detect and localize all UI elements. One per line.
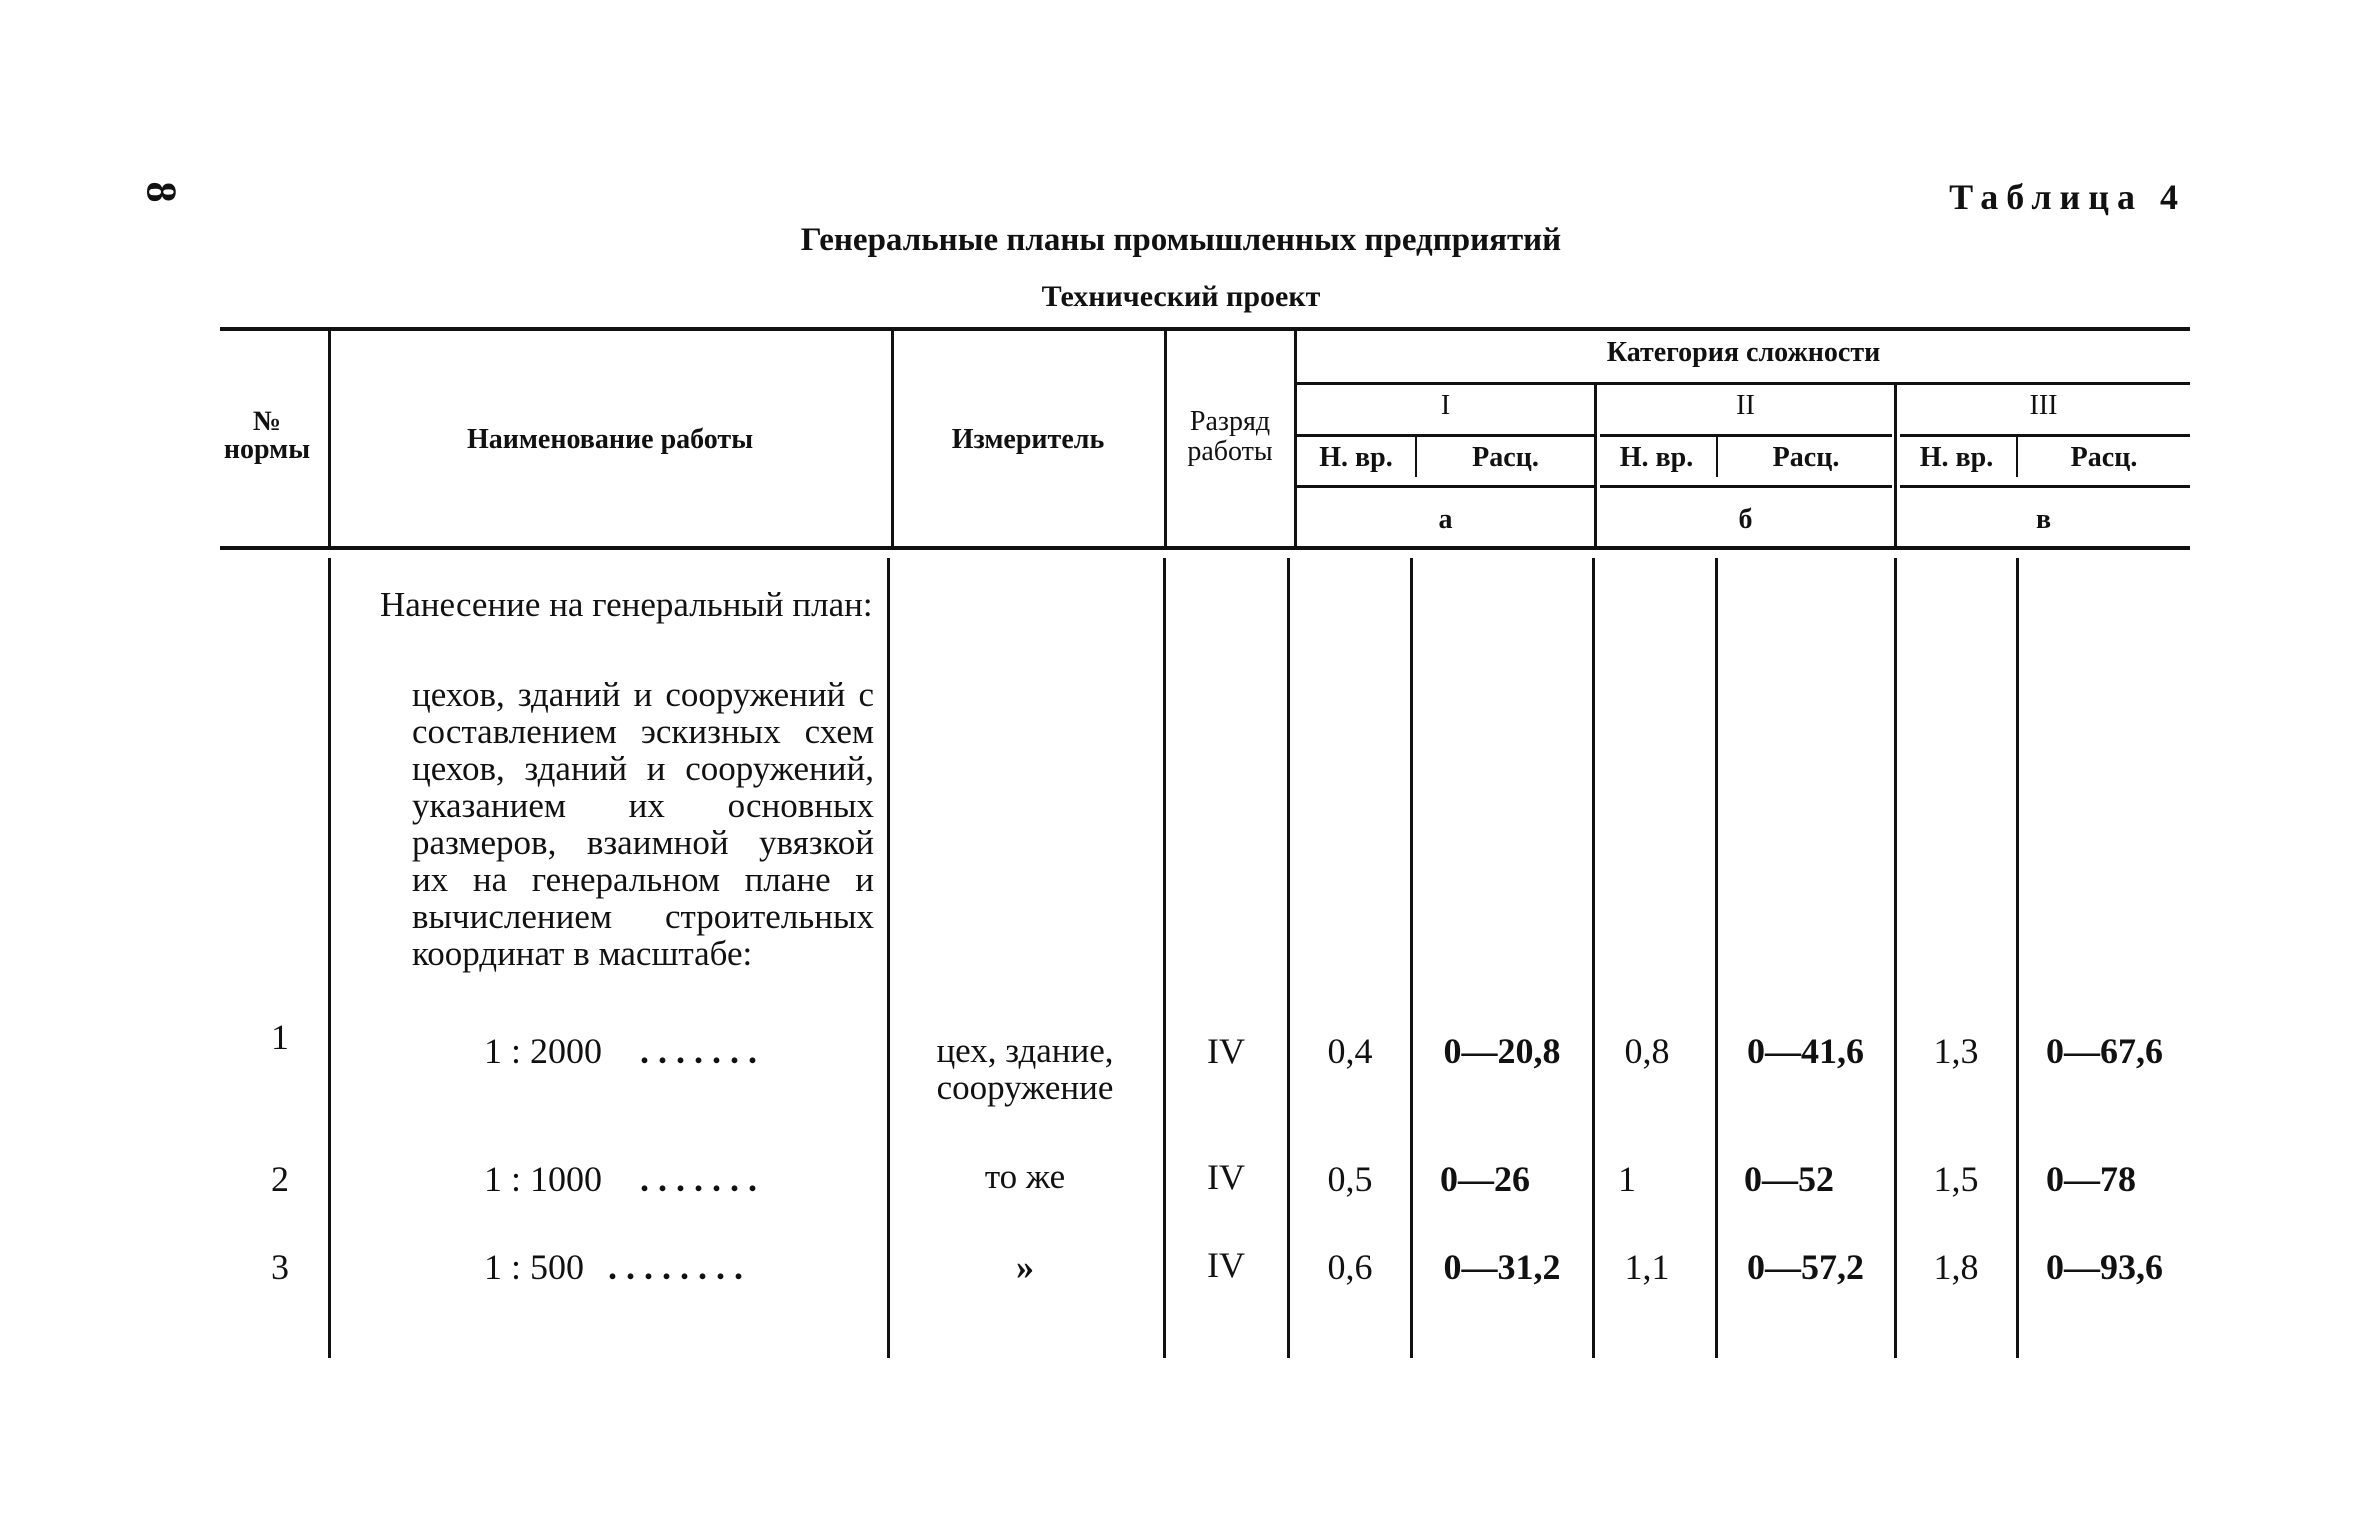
row-rasc-ii: 0—52 [1744,1159,1834,1199]
table-label: Таблица 4 [1949,177,2186,217]
row-grade: IV [1207,1245,1245,1285]
row-n-vr-iii: 1,3 [1933,1031,1979,1071]
header-unit: Измеритель [951,424,1105,455]
row-n-vr-ii: 0,8 [1624,1031,1670,1071]
category-ii-n-vr: Н. вр. [1619,442,1694,473]
row-rasc-iii: 0—78 [2046,1159,2136,1199]
row-rasc-ii: 0—57,2 [1747,1247,1864,1287]
row-grade: IV [1207,1031,1245,1071]
category-iii-n-vr: Н. вр. [1919,442,1994,473]
row-number: 2 [271,1159,289,1199]
row-unit: » [1016,1247,1034,1287]
row-number: 3 [271,1247,289,1287]
row-n-vr-iii: 1,8 [1933,1247,1979,1287]
row-scale: 1 : 500 [484,1247,585,1287]
work-description: цехов, зданий и сооружений с составлением эскизных схем цехов, зданий и сооружений, указанием их основных размеров, взаимной увязкой их на генеральном плане и вычислением строительных координат в масштабе: [412,675,874,973]
category-i-letter: а [1438,504,1453,535]
row-rasc-i: 0—20,8 [1443,1031,1561,1071]
row-leader-dots: . . . . . . . . [608,1247,743,1287]
category-iii-label: III [2029,390,2058,421]
row-n-vr-ii: 1 [1618,1159,1636,1199]
category-i-n-vr: Н. вр. [1319,442,1393,473]
table-subtitle: Технический проект [1041,280,1321,313]
category-iii-rasc: Расц. [2070,442,2138,473]
category-ii-rasc: Расц. [1772,442,1840,473]
row-leader-dots: . . . . . . . [640,1159,757,1199]
work-intro: Нанесение на генеральный план: [380,585,873,624]
page-number: 8 [137,181,184,203]
category-i-label: I [1440,390,1451,421]
row-scale: 1 : 2000 [484,1031,603,1071]
row-rasc-ii: 0—41,6 [1747,1031,1864,1071]
row-n-vr-i: 0,4 [1327,1031,1373,1071]
category-ii-label: II [1736,390,1755,421]
row-unit: цех, здание, сооружение [936,1031,1114,1107]
row-number: 1 [271,1017,289,1057]
row-scale: 1 : 1000 [484,1159,603,1199]
header-complexity: Категория сложности [1606,337,1881,368]
header-grade: Разряд работы [1187,406,1273,467]
row-n-vr-iii: 1,5 [1933,1159,1979,1199]
row-unit: то же [984,1157,1066,1196]
category-ii-letter: б [1738,504,1753,535]
row-leader-dots: . . . . . . . [640,1031,757,1071]
row-rasc-i: 0—26 [1440,1159,1530,1199]
table-title: Генеральные планы промышленных предприятий [800,222,1562,258]
category-i-rasc: Расц. [1472,442,1539,473]
header-norm-no: № нормы [223,406,311,465]
row-n-vr-i: 0,5 [1327,1159,1373,1199]
row-n-vr-i: 0,6 [1327,1247,1373,1287]
row-rasc-iii: 0—67,6 [2046,1031,2163,1071]
row-grade: IV [1207,1157,1245,1197]
row-rasc-iii: 0—93,6 [2046,1247,2163,1287]
category-iii-letter: в [2035,504,2052,535]
row-rasc-i: 0—31,2 [1443,1247,1561,1287]
header-work-name: Наименование работы [466,424,754,455]
row-n-vr-ii: 1,1 [1624,1247,1670,1287]
